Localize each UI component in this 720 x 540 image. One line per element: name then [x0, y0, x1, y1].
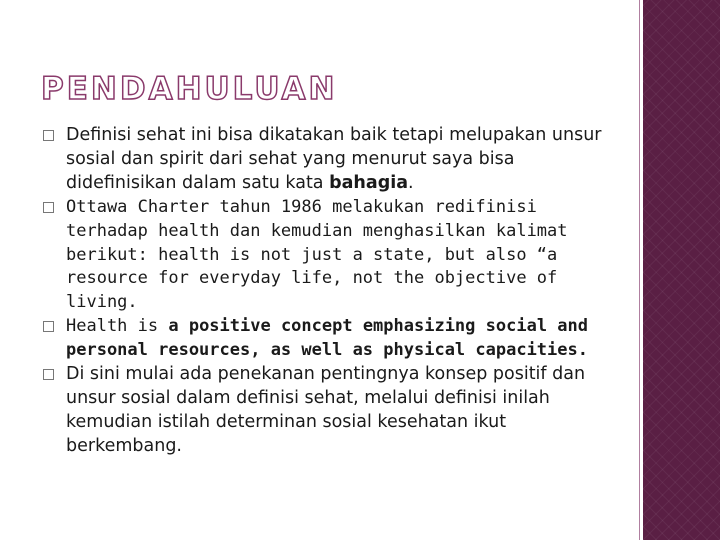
bullet-text: Definisi sehat ini bisa dikatakan baik tetapi melupakan unsur sosial dan spirit dari sehat yang menurut saya bisa didefinisikan dalam satu kata — [66, 125, 602, 193]
list-item — [43, 315, 613, 363]
checkbox-icon — [43, 130, 54, 141]
bullet-bold-text: a positive concept emphasizing social and personal resources, as well as physical capacities. — [66, 316, 588, 361]
bullet-list — [43, 124, 613, 459]
list-item — [43, 363, 613, 459]
bullet-text: Di sini mulai ada penekanan pentingnya konsep positif dan unsur sosial dalam definisi sehat, melalui definisi inilah kemudian istilah determinan sosial kesehatan ikut berkembang. — [66, 364, 586, 456]
page-title: PENDAHULUAN — [41, 71, 338, 107]
bullet-text: Ottawa Charter tahun 1986 melakukan redifinisi terhadap health dan kemudian menghasilkan kalimat berikut: health is not just a state, but also “a resource for everyday life, not the objective of living. — [66, 196, 568, 313]
checkbox-icon — [43, 321, 54, 332]
bullet-bold-text: bahagia — [329, 172, 409, 193]
decorative-sidebar — [641, 0, 720, 540]
list-item — [43, 124, 613, 196]
bullet-text-end: . — [408, 172, 414, 193]
checkbox-icon — [43, 202, 54, 213]
checkbox-icon — [43, 369, 54, 380]
sidebar-divider — [639, 0, 640, 540]
list-item — [43, 196, 613, 316]
bullet-text: Health is — [66, 316, 169, 337]
